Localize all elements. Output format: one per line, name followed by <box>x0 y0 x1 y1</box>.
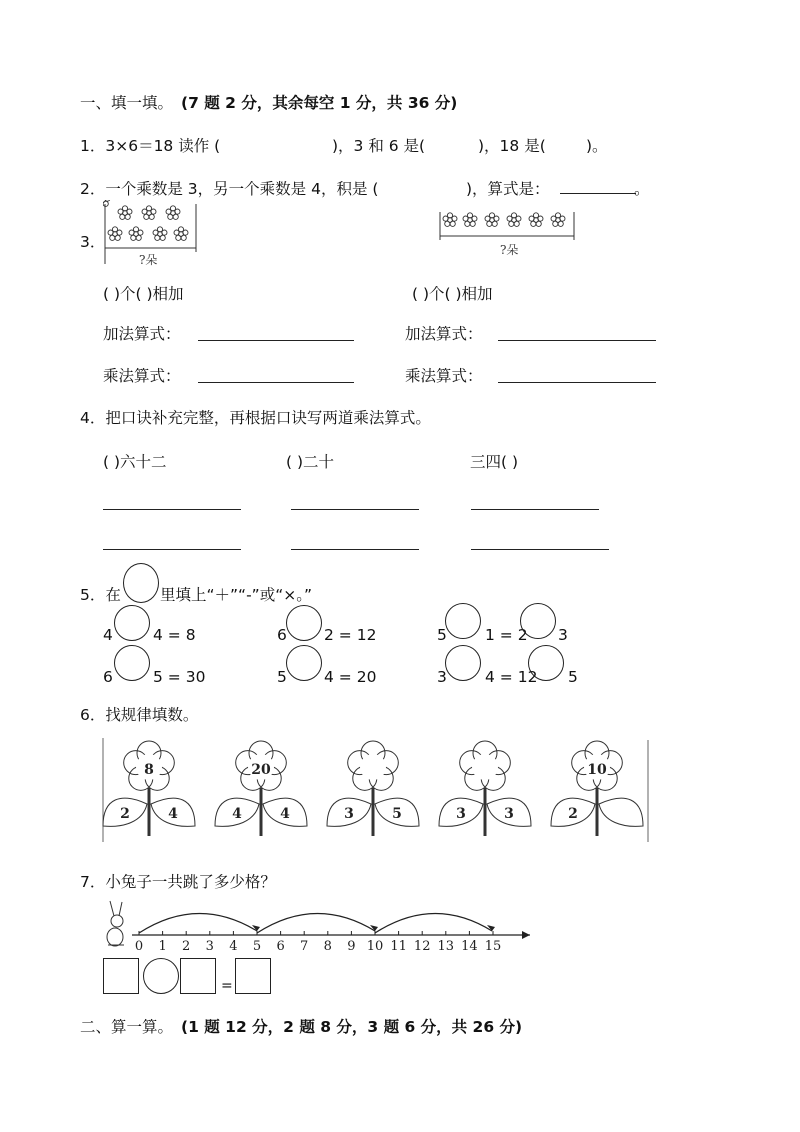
q3-right-caption: ?朵 <box>500 243 519 257</box>
q5-text-a: 5．在 <box>80 586 121 604</box>
q5-r1-g: 3 <box>558 626 568 644</box>
q4-line-1a[interactable] <box>103 509 241 510</box>
tick-label: 13 <box>437 939 455 954</box>
q5-r2-d: 4 = 20 <box>324 668 377 686</box>
flower-3-left: 3 <box>344 806 354 822</box>
q7-operator-circle[interactable] <box>143 958 179 994</box>
flower-group-right-image <box>438 206 578 262</box>
q5-r2-f: 4 = 12 <box>485 668 538 686</box>
q3-left-add-label: 加法算式： <box>103 325 181 343</box>
tick-label: 3 <box>205 939 214 954</box>
tick-label: 9 <box>347 939 356 954</box>
flower-4-left: 3 <box>456 806 466 822</box>
q4-blank-3: 三四( ) <box>470 453 519 471</box>
q5-example-circle <box>123 563 159 603</box>
tick-label: 14 <box>461 939 478 954</box>
flower-3-right: 5 <box>392 806 402 822</box>
q3-left-count: ( )个( )相加 <box>103 285 184 303</box>
q4-blank-1: ( )六十二 <box>103 453 167 471</box>
tick-label: 11 <box>390 939 407 954</box>
number-line-image <box>102 897 534 955</box>
tick-label: 0 <box>134 939 144 954</box>
q2-answer-line[interactable] <box>560 193 636 194</box>
q4-blank-2: ( )二十 <box>286 453 335 471</box>
flower-2-top: 20 <box>251 762 271 778</box>
rabbit-icon <box>107 901 124 946</box>
q5-r2-circle-3[interactable] <box>445 645 481 681</box>
q6-text: 6．找规律填数。 <box>80 706 199 724</box>
q3-right-add-line[interactable] <box>498 340 656 341</box>
tick-label: 4 <box>229 939 238 954</box>
q5-r1-e: 5 <box>437 626 447 644</box>
flower-4-right: 3 <box>504 806 514 822</box>
flower-pattern-image <box>102 736 650 844</box>
q4-line-2a[interactable] <box>291 509 419 510</box>
q7-box-1[interactable] <box>103 958 139 994</box>
q1-text-a: 1．3×6＝18 读作 ( <box>80 137 221 155</box>
q5-r1-c: 6 <box>277 626 287 644</box>
q3-left-add-line[interactable] <box>198 340 354 341</box>
q2-text-a: 2．一个乘数是 3，另一个乘数是 4，积是 ( <box>80 180 379 198</box>
q2-text-c: 。 <box>634 180 650 198</box>
flower-3 <box>327 741 419 836</box>
tick-label: 15 <box>484 939 502 954</box>
flower-1-left: 2 <box>120 806 130 822</box>
tick-label: 12 <box>413 939 431 954</box>
q7-equals: = <box>221 978 233 994</box>
tick-label: 1 <box>158 939 167 954</box>
q5-r1-circle-2[interactable] <box>286 605 322 641</box>
section-2-heading: 二、算一算。 (1 题 12 分，2 题 8 分，3 题 6 分，共 26 分) <box>80 1018 523 1036</box>
q3-right-count: ( )个( )相加 <box>412 285 493 303</box>
flower-group-left-image <box>103 200 199 270</box>
q3-left-mul-line[interactable] <box>198 382 354 383</box>
q5-text-b: 里填上“＋”“-”或“×。” <box>160 586 313 604</box>
q3-right-mul-label: 乘法算式： <box>405 367 483 385</box>
q4-line-1b[interactable] <box>103 549 241 550</box>
q7-box-3[interactable] <box>235 958 271 994</box>
flower-5-top: 10 <box>587 762 607 778</box>
tick-label: 6 <box>276 939 285 954</box>
flower-2-right: 4 <box>280 806 290 822</box>
q4-line-2b[interactable] <box>291 549 419 550</box>
q5-r2-circle-2[interactable] <box>286 645 322 681</box>
section-1-heading: 一、填一填。 (7 题 2 分，其余每空 1 分，共 36 分) <box>80 94 458 112</box>
q5-r2-b: 5 = 30 <box>153 668 206 686</box>
section-2-scoring: (1 题 12 分，2 题 8 分，3 题 6 分，共 26 分) <box>181 1018 523 1036</box>
q4-text: 4．把口诀补充完整，再根据口诀写两道乘法算式。 <box>80 409 431 427</box>
q5-r1-circle-4[interactable] <box>520 603 556 639</box>
q5-r2-circle-1[interactable] <box>114 645 150 681</box>
flower-5 <box>551 741 643 836</box>
tick-label: 10 <box>366 939 384 954</box>
q3-left-caption: ?朵 <box>139 253 158 267</box>
q4-line-3b[interactable] <box>471 549 609 550</box>
q5-r2-g: 5 <box>568 668 578 686</box>
q5-r1-circle-3[interactable] <box>445 603 481 639</box>
q7-text: 7．小兔子一共跳了多少格？ <box>80 873 276 891</box>
q5-r1-b: 4 = 8 <box>153 626 196 644</box>
q3-right-mul-line[interactable] <box>498 382 656 383</box>
q5-r1-f: 1 = 2 <box>485 626 528 644</box>
flower-2-left: 4 <box>232 806 242 822</box>
tick-label: 5 <box>252 939 262 954</box>
q5-r1-a: 4 <box>103 626 113 644</box>
section-1-scoring: (7 题 2 分，其余每空 1 分，共 36 分) <box>181 94 458 112</box>
q1-text-b: )，3 和 6 是( <box>332 137 426 155</box>
flower-1-right: 4 <box>168 806 178 822</box>
flower-5-left: 2 <box>568 806 578 822</box>
q1-text-d: )。 <box>586 137 608 155</box>
flower-1 <box>103 741 195 836</box>
q2-text-b: )，算式是： <box>466 180 550 198</box>
q3-number: 3． <box>80 233 106 251</box>
flower-4 <box>439 741 531 836</box>
tick-label: 2 <box>182 939 191 954</box>
q5-r1-d: 2 = 12 <box>324 626 377 644</box>
flower-2 <box>215 741 307 836</box>
q3-right-add-label: 加法算式： <box>405 325 483 343</box>
tick-label: 8 <box>323 939 332 954</box>
q4-line-3a[interactable] <box>471 509 599 510</box>
q3-left-mul-label: 乘法算式： <box>103 367 181 385</box>
q5-r2-c: 5 <box>277 668 287 686</box>
q5-r2-circle-4[interactable] <box>528 645 564 681</box>
q1-text-c: )，18 是( <box>478 137 546 155</box>
q7-box-2[interactable] <box>180 958 216 994</box>
q5-r1-circle-1[interactable] <box>114 605 150 641</box>
flower-1-top: 8 <box>144 762 154 778</box>
q5-r2-e: 3 <box>437 668 447 686</box>
tick-label: 7 <box>300 939 309 954</box>
q5-r2-a: 6 <box>103 668 113 686</box>
